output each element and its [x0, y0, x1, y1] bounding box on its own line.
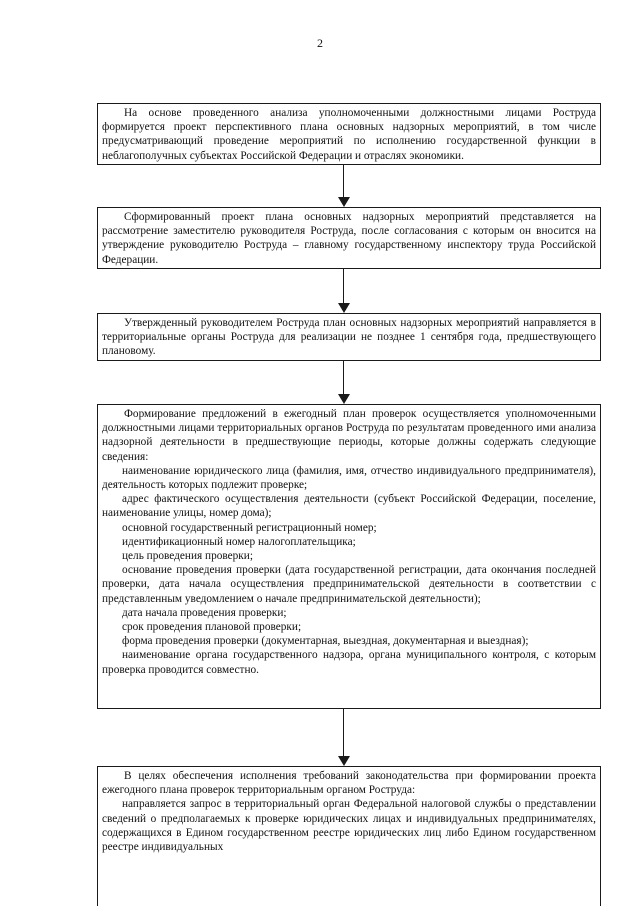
step-1-text: На основе проведенного анализа уполномоченными должностными лицами Роструда формируется проект перспективного плана основных надзорных мероприятий, в том числе предусматривающий проведение мероприятий по исполнению государственной функции в неблагополучных субъектах Российской Федерации и отраслях экономики.	[102, 107, 596, 162]
list-item: идентификационный номер налогоплательщика;	[122, 535, 356, 548]
down-arrow-icon	[338, 165, 350, 207]
list-item: наименование органа государственного надзора, органа муниципального контроля, с которым проверка проводится совместно.	[102, 649, 596, 676]
flowchart-step-5	[97, 766, 601, 906]
page-number: 2	[317, 36, 323, 50]
list-item: основание проведения проверки (дата государственной регистрации, дата окончания последней проверки, дата начала осуществления предпринимательской деятельности в соответствии с представленным уведомлением о начале предпринимательской деятельности);	[102, 564, 596, 605]
list-item: форма проведения проверки (документарная, выездная, документарная и выездная);	[122, 635, 529, 648]
flowchart-step-4	[97, 404, 601, 709]
down-arrow-icon	[338, 361, 350, 404]
list-item: адрес фактического осуществления деятельности (субъект Российской Федерации, поселение, наименование улицы, номер дома);	[102, 493, 596, 520]
list-item: направляется запрос в территориальный орган Федеральной налоговой службы о представлении сведений о предполагаемых к проверке юридических лицах и индивидуальных предпринимателях, содержащихся в Едином государственном реестре юридических лиц либо Едином государственном реестре индивидуальных	[102, 798, 596, 854]
list-item: основной государственный регистрационный номер;	[122, 521, 377, 534]
step-3-text: Утвержденный руководителем Роструда план основных надзорных мероприятий направляется в территориальные органы Роструда для реализации не позднее 1 сентября года, предшествующего плановому.	[102, 317, 596, 358]
down-arrow-icon	[338, 269, 350, 313]
step-4-intro: Формирование предложений в ежегодный план проверок осуществляется уполномоченными должностными лицами территориальных органов Роструда по результатам проведенного ими анализа надзорной деятельности в предшествующие периоды, которые должны содержать следующие сведения:	[102, 408, 596, 463]
step-2-text: Сформированный проект плана основных надзорных мероприятий представляется на рассмотрение заместителю руководителя Роструда, после согласования с которым он вносится на утверждение руководителю Роструда – главному государственному инспектору труда Российской Федерации.	[102, 211, 596, 266]
flowchart-step-1	[97, 103, 601, 165]
down-arrow-icon	[338, 709, 350, 766]
step-5-intro: В целях обеспечения исполнения требований законодательства при формировании проекта ежегодного плана проверок территориальным органом Роструда:	[102, 770, 596, 797]
list-item: наименование юридического лица (фамилия, имя, отчество индивидуального предпринимателя), деятельность которых подлежит проверке;	[102, 464, 596, 492]
list-item: цель проведения проверки;	[122, 550, 253, 563]
flowchart-step-2	[97, 207, 601, 269]
list-item: срок проведения плановой проверки;	[122, 621, 302, 634]
list-item: дата начала проведения проверки;	[122, 606, 287, 619]
flowchart-step-3	[97, 313, 601, 361]
